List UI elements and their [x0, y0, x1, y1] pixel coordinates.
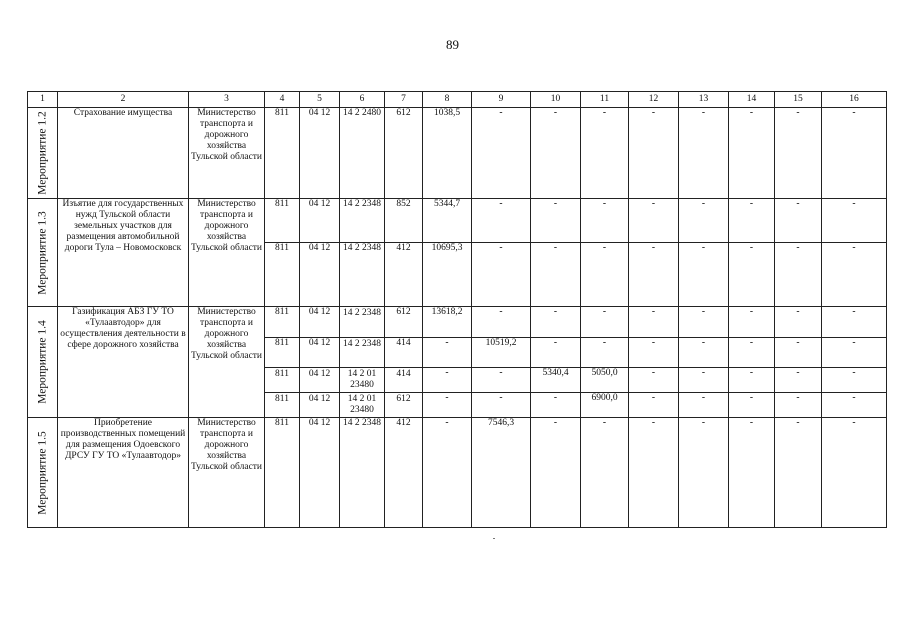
activity-description: Газификация АБЗ ГУ ТО «Тулаавтодор» для осуществления деятельности в сфере дорожного хозяйства [58, 307, 189, 418]
cell-c4: 811 [265, 199, 300, 243]
cell-c9: - [472, 368, 531, 393]
cell-c11: - [581, 199, 629, 243]
column-number: 5 [300, 92, 340, 108]
cell-c14: - [729, 393, 775, 418]
column-number: 8 [423, 92, 472, 108]
cell-c16: - [822, 199, 887, 243]
column-number: 9 [472, 92, 531, 108]
cell-c6: 14 2 2480 [340, 108, 385, 199]
cell-c4: 811 [265, 108, 300, 199]
activity-label-cell [28, 307, 58, 418]
cell-c16: - [822, 338, 887, 368]
column-number: 12 [629, 92, 679, 108]
column-number: 1 [28, 92, 58, 108]
cell-c16: - [822, 368, 887, 393]
cell-c15: - [775, 338, 822, 368]
cell-c16: - [822, 307, 887, 338]
scan-artifact-dot [493, 538, 495, 539]
cell-c11: - [581, 108, 629, 199]
cell-c15: - [775, 418, 822, 528]
cell-c6: 14 2 2348 [340, 199, 385, 243]
activity-label: Мероприятие 1.2 [36, 111, 48, 195]
column-number: 6 [340, 92, 385, 108]
activity-label-cell [28, 108, 58, 199]
cell-c8: 13618,2 [423, 307, 472, 338]
cell-c7: 414 [385, 368, 423, 393]
cell-c4: 811 [265, 393, 300, 418]
cell-c11: 5050,0 [581, 368, 629, 393]
cell-c9: - [472, 243, 531, 307]
cell-c14: - [729, 243, 775, 307]
cell-c4: 811 [265, 368, 300, 393]
cell-c6: 14 2 2348 [340, 338, 385, 368]
cell-c10: 5340,4 [531, 368, 581, 393]
cell-c15: - [775, 393, 822, 418]
cell-c16: - [822, 243, 887, 307]
cell-c7: 852 [385, 199, 423, 243]
table-row [28, 418, 887, 528]
cell-c10: - [531, 199, 581, 243]
cell-c6: 14 2 2348 [340, 307, 385, 338]
cell-c13: - [679, 368, 729, 393]
column-number: 4 [265, 92, 300, 108]
cell-c8: - [423, 393, 472, 418]
cell-c8: - [423, 368, 472, 393]
cell-c13: - [679, 108, 729, 199]
cell-c12: - [629, 199, 679, 243]
column-number: 11 [581, 92, 629, 108]
table-row [28, 199, 887, 243]
cell-c15: - [775, 108, 822, 199]
cell-c7: 612 [385, 108, 423, 199]
activity-description: Страхование имущества [58, 108, 189, 199]
table-row [28, 108, 887, 199]
column-number: 16 [822, 92, 887, 108]
column-number: 7 [385, 92, 423, 108]
cell-c12: - [629, 307, 679, 338]
cell-c9: 7546,3 [472, 418, 531, 528]
cell-c5: 04 12 [300, 199, 340, 243]
cell-c13: - [679, 243, 729, 307]
cell-c4: 811 [265, 418, 300, 528]
cell-c6: 14 2 01 23480 [340, 393, 385, 418]
cell-c14: - [729, 338, 775, 368]
table-row [28, 307, 887, 338]
cell-c14: - [729, 368, 775, 393]
cell-c11: - [581, 307, 629, 338]
column-number: 3 [189, 92, 265, 108]
cell-c13: - [679, 338, 729, 368]
column-number: 10 [531, 92, 581, 108]
cell-c13: - [679, 418, 729, 528]
cell-c11: - [581, 243, 629, 307]
cell-c10: - [531, 338, 581, 368]
activity-label: Мероприятие 1.5 [36, 430, 48, 515]
cell-c6: 14 2 2348 [340, 418, 385, 528]
cell-c16: - [822, 108, 887, 199]
cell-c12: - [629, 418, 679, 528]
cell-c15: - [775, 307, 822, 338]
cell-c7: 612 [385, 307, 423, 338]
cell-c8: 5344,7 [423, 199, 472, 243]
cell-c15: - [775, 243, 822, 307]
cell-c11: - [581, 338, 629, 368]
cell-c6: 14 2 01 23480 [340, 368, 385, 393]
activity-label-cell [28, 418, 58, 528]
cell-c9: - [472, 199, 531, 243]
cell-c9: 10519,2 [472, 338, 531, 368]
cell-c7: 412 [385, 243, 423, 307]
column-number: 13 [679, 92, 729, 108]
cell-c11: - [581, 418, 629, 528]
activity-executor: Министерство транспорта и дорожного хозяйства Тульской области [189, 199, 265, 307]
cell-c4: 811 [265, 338, 300, 368]
cell-c5: 04 12 [300, 108, 340, 199]
cell-c10: - [531, 108, 581, 199]
cell-c5: 04 12 [300, 307, 340, 338]
activity-executor: Министерство транспорта и дорожного хозяйства Тульской области [189, 307, 265, 418]
program-activities-table [27, 91, 887, 528]
cell-c8: - [423, 418, 472, 528]
activity-label-cell [28, 199, 58, 307]
cell-c16: - [822, 393, 887, 418]
activity-label: Мероприятие 1.3 [36, 210, 48, 295]
activity-description: Приобретение производственных помещений для размещения Одоевского ДРСУ ГУ ТО «Тулаавтодор» [58, 418, 189, 528]
cell-c10: - [531, 418, 581, 528]
cell-c6: 14 2 2348 [340, 243, 385, 307]
cell-c12: - [629, 393, 679, 418]
cell-c14: - [729, 307, 775, 338]
cell-c5: 04 12 [300, 393, 340, 418]
cell-c11: 6900,0 [581, 393, 629, 418]
cell-c15: - [775, 199, 822, 243]
cell-c14: - [729, 108, 775, 199]
cell-c4: 811 [265, 307, 300, 338]
column-number: 2 [58, 92, 189, 108]
cell-c13: - [679, 199, 729, 243]
cell-c8: - [423, 338, 472, 368]
cell-c12: - [629, 338, 679, 368]
column-number: 15 [775, 92, 822, 108]
cell-c7: 412 [385, 418, 423, 528]
cell-c15: - [775, 368, 822, 393]
cell-c7: 612 [385, 393, 423, 418]
cell-c8: 1038,5 [423, 108, 472, 199]
activity-label: Мероприятие 1.4 [36, 320, 48, 404]
page-number: 89 [446, 37, 459, 52]
cell-c9: - [472, 108, 531, 199]
cell-c12: - [629, 368, 679, 393]
cell-c10: - [531, 393, 581, 418]
cell-c10: - [531, 307, 581, 338]
cell-c4: 811 [265, 243, 300, 307]
cell-c16: - [822, 418, 887, 528]
cell-c5: 04 12 [300, 338, 340, 368]
cell-c7: 414 [385, 338, 423, 368]
cell-c14: - [729, 418, 775, 528]
cell-c9: - [472, 393, 531, 418]
cell-c13: - [679, 393, 729, 418]
cell-c5: 04 12 [300, 418, 340, 528]
cell-c12: - [629, 108, 679, 199]
cell-c13: - [679, 307, 729, 338]
cell-c5: 04 12 [300, 243, 340, 307]
cell-c12: - [629, 243, 679, 307]
activity-description: Изъятие для государственных нужд Тульской области земельных участков для размещения автомобильной дороги Тула – Новомосковск [58, 199, 189, 307]
column-number: 14 [729, 92, 775, 108]
activity-executor: Министерство транспорта и дорожного хозяйства Тульской области [189, 108, 265, 199]
cell-c8: 10695,3 [423, 243, 472, 307]
cell-c9: - [472, 307, 531, 338]
cell-c14: - [729, 199, 775, 243]
activity-executor: Министерство транспорта и дорожного хозяйства Тульской области [189, 418, 265, 528]
column-number-row [28, 92, 887, 108]
cell-c5: 04 12 [300, 368, 340, 393]
cell-c10: - [531, 243, 581, 307]
